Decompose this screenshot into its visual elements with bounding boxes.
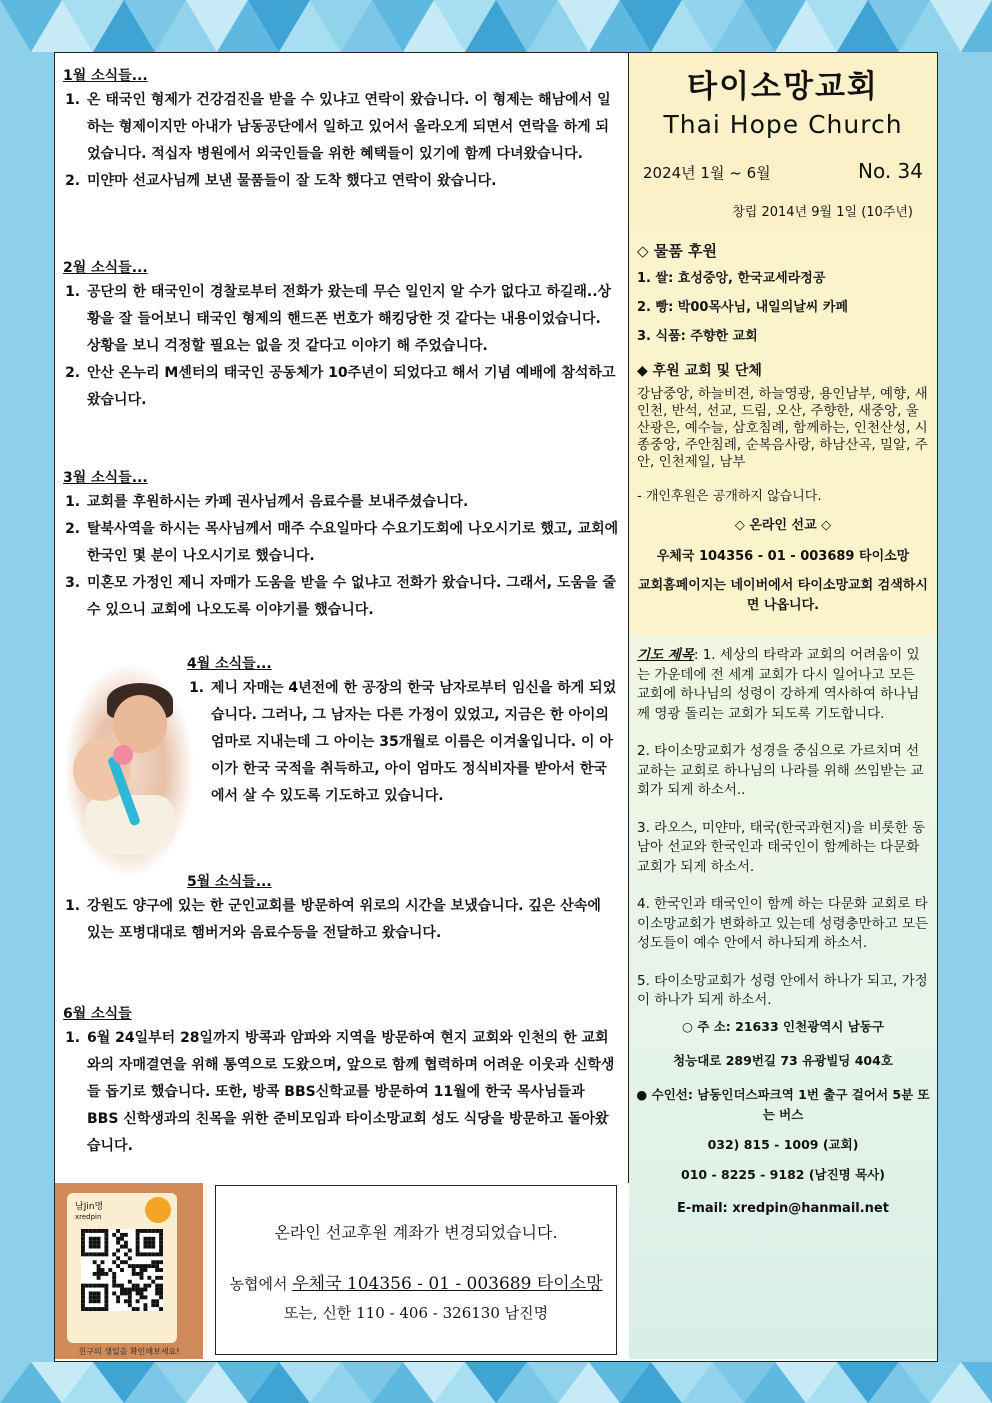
news-title: 3월 소식들... xyxy=(63,470,148,486)
issue-number: No. 34 xyxy=(857,159,923,183)
prayer-item-1: 기도 제목: 1. 세상의 타락과 교회의 어려움이 있는 가운데에 전 세계 교회가 다시 일어나고 모든 교회에 하나님의 성령이 강하게 역사하여 하나님께 영광 돌리는 교회가 되도록 기도합니다. xyxy=(637,647,920,722)
mother-child-photo xyxy=(65,665,193,875)
prayer-item-2: 2. 타이소망교회가 성경을 중심으로 가르치며 선교하는 교회로 하나님의 나라를 위해 쓰임받는 교회가 되게 하소서.. xyxy=(637,743,924,798)
supporters-title: ◆ 후원 교회 및 단체 xyxy=(637,363,762,379)
prayer-item-5: 5. 타이소망교회가 성령 안에서 하나가 되고, 가정이 하나가 되게 하소서. xyxy=(637,972,928,1008)
bear-mascot-icon xyxy=(145,1197,171,1223)
donation-item: 3. 식품: 주향한 교회 xyxy=(637,329,758,344)
newsletter-page xyxy=(54,52,938,1362)
news-june xyxy=(63,1003,619,1160)
online-mission-title: ◇ 온라인 선교 ◇ xyxy=(734,518,832,533)
prayer-item-4: 4. 한국인과 태국인이 함께 하는 다문화 교회로 타이소망교회가 변화하고 있는데 성령충만하고 모든 성도들이 예수 안에서 하나되게 하소서. xyxy=(637,896,929,951)
sidebar-column xyxy=(629,53,937,1359)
kakao-profile-panel xyxy=(55,1183,203,1359)
kakao-profile-card xyxy=(67,1193,177,1343)
donation-title: ◇ 물품 후원 xyxy=(637,242,717,260)
online-account: 우체국 104356 - 01 - 003689 타이소망 xyxy=(656,549,910,564)
issue-date: 2024년 1월 ~ 6월 xyxy=(643,164,771,182)
notice-bank: 농협에서 xyxy=(229,1275,288,1293)
news-april xyxy=(187,653,619,810)
news-title: 6월 소식들 xyxy=(63,1006,132,1022)
donation-item: 1. 쌀: 효성중앙, 한국교세라정공 xyxy=(637,271,826,286)
issue-info xyxy=(639,159,927,183)
address-line-2: 청능대로 289번길 73 유광빌딩 404호 xyxy=(673,1052,893,1068)
pastor-phone[interactable]: 010 - 8225 - 9182 (남진명 목사) xyxy=(681,1166,885,1182)
profile-id: xredpin xyxy=(75,1213,102,1221)
profile-footer: 친구의 생일을 확인해보세요! xyxy=(78,1347,180,1356)
church-phone: 032) 815 - 1009 (교회) xyxy=(707,1136,859,1152)
church-name-english: Thai Hope Church xyxy=(663,110,903,139)
news-february xyxy=(63,257,619,414)
news-item: 1. 교회를 후원하시는 카페 권사님께서 음료수를 보내주셨습니다. xyxy=(85,489,619,516)
transit-info: ● 수인선: 남동인더스파크역 1번 출구 걸어서 5분 또는 버스 xyxy=(636,1086,930,1122)
news-item: 1. 제니 자매는 4년전에 한 공장의 한국 남자로부터 임신을 하게 되었습니다. 그러나, 그 남자는 다른 가정이 있었고, 지금은 한 아이의 엄마로 지내는데 그 아이는 35개월로 이름은 이겨울입니다. 이 아이가 한국 국적을 취득하고, 아이 엄마도 정식비자를 받아서 한국에서 살 수 있도록 기도하고 있습니다. xyxy=(209,675,619,810)
news-item: 1. 강원도 양구에 있는 한 군인교회를 방문하여 위로의 시간을 보냈습니다. 깊은 산속에 있는 포병대대로 햄버거와 음료수등을 전달하고 왔습니다. xyxy=(85,893,619,947)
church-name-korean: 타이소망교회 xyxy=(687,69,879,105)
contact-section xyxy=(629,1017,937,1219)
donation-section xyxy=(629,228,937,636)
notice-headline: 온라인 선교후원 계좌가 변경되었습니다. xyxy=(274,1223,558,1242)
news-item: 3. 미혼모 가정인 제니 자매가 도움을 받을 수 없냐고 전화가 왔습니다. 그래서, 도움을 줄 수 있으니 교회에 나오도록 이야기를 했습니다. xyxy=(85,570,619,624)
prayer-section xyxy=(629,636,937,1011)
notice-account: 우체국 104356 - 01 - 003689 타이소망 xyxy=(292,1274,603,1294)
news-may xyxy=(63,871,619,947)
prayer-item-3: 3. 라오스, 미얀마, 태국(한국과현지)을 비롯한 동남아 선교와 한국인과 태국인이 함께하는 다문화교회가 되게 하소서. xyxy=(637,819,926,875)
profile-name: 남Jin명 xyxy=(75,1202,104,1212)
homepage-info: 교회홈페이지는 네이버에서 타이소망교회 검색하시면 나옵니다. xyxy=(638,578,928,613)
address-line-1: ○ 주 소: 21633 인천광역시 남동구 xyxy=(682,1018,884,1034)
news-item: 2. 안산 온누리 M센터의 태국인 공동체가 10주년이 되었다고 해서 기념 예배에 참석하고 왔습니다. xyxy=(85,360,619,414)
news-item: 2. 미얀마 선교사님께 보낸 물품들이 잘 도착 했다고 연락이 왔습니다. xyxy=(85,168,619,195)
prayer-label: 기도 제목 xyxy=(637,647,694,663)
news-item: 1. 공단의 한 태국인이 경찰로부터 전화가 왔는데 무슨 일인지 알 수가 없다고 하길래..상황을 잘 들어보니 태국인 형제의 핸드폰 번호가 해킹당한 것 같다는 내용이었습니다. 상황을 보니 걱정할 필요는 없을 것 같다고 이야기 해 주었습니다. xyxy=(85,279,619,360)
news-title: 5월 소식들... xyxy=(187,874,272,890)
donation-item: 2. 빵: 박00목사님, 내일의날씨 카페 xyxy=(637,300,849,315)
founded-date: 창립 2014년 9월 1일 (10주년) xyxy=(732,205,913,220)
news-title: 2월 소식들... xyxy=(63,260,148,276)
news-item: 1. 온 태국인 형제가 건강검진을 받을 수 있냐고 연락이 왔습니다. 이 형제는 해남에서 일하는 형제이지만 아내가 남동공단에서 일하고 있어서 올라오게 되면서 연락을 하게 되었습니다. 적십자 병원에서 외국인들을 위한 혜택들이 있기에 함께 다녀왔습니다. xyxy=(85,87,619,168)
news-item: 1. 6월 24일부터 28일까지 방콕과 암파와 지역을 방문하여 현지 교회와 인천의 한 교회와의 자매결연을 위해 통역으로 도왔으며, 앞으로 함께 협력하며 어려운 이웃과 신학생들 돕기로 했습니다. 또한, 방콕 BBS신학교를 방문하여 11월에 한국 목사님들과 BBS 신학생과의 친목을 위한 준비모임과 타이소망교회 성도 식당을 방문하고 돌아왔습니다. xyxy=(85,1025,619,1160)
masthead xyxy=(629,53,937,228)
qr-code-icon[interactable] xyxy=(81,1229,163,1311)
news-title: 1월 소식들... xyxy=(63,68,148,84)
news-item: 2. 탈북사역을 하시는 목사님께서 매주 수요일마다 수요기도회에 나오시기로 했고, 교회에 한국인 몇 분이 나오시기로 했습니다. xyxy=(85,516,619,570)
news-march xyxy=(63,467,619,624)
email-link[interactable]: E-mail: xredpin@hanmail.net xyxy=(677,1200,889,1216)
supporters-note: - 개인후원은 공개하지 않습니다. xyxy=(637,489,822,504)
supporters-list: 강남중앙, 하늘비젼, 하늘영광, 용인남부, 예향, 새인천, 반석, 선교, 드림, 오산, 주향한, 새중앙, 울산광은, 예수늘, 삼호침례, 함께하는, 인천산성, 시종중앙, 주안침례, 순복음사랑, 하남산곡, 밀알, 주안, 인천제일, 남부 xyxy=(637,386,928,470)
notice-account-line xyxy=(216,1269,616,1294)
news-column xyxy=(55,53,629,1183)
notice-alt-account: 또는, 신한 110 - 406 - 326130 남진명 xyxy=(283,1304,549,1322)
news-title: 4월 소식들... xyxy=(187,656,272,672)
account-change-notice xyxy=(215,1185,617,1355)
news-january xyxy=(63,65,619,195)
